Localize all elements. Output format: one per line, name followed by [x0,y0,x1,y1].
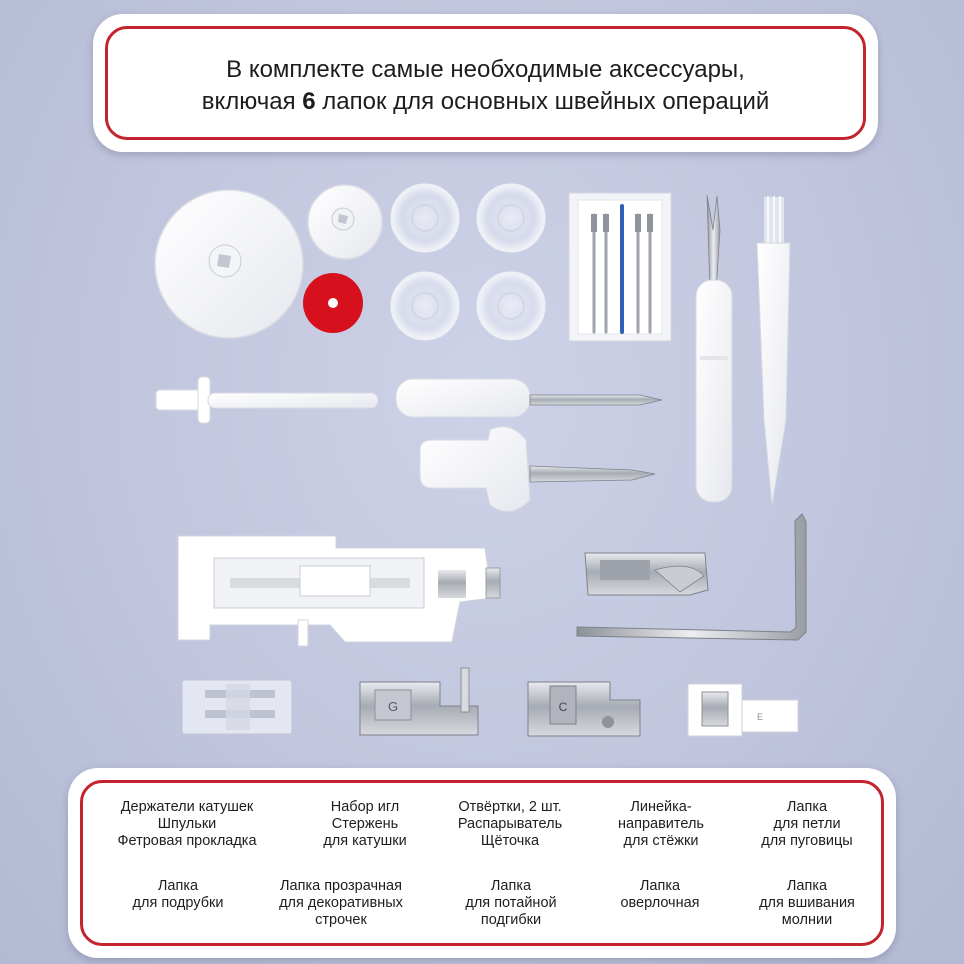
caption-line: Лапка [786,878,828,894]
large-spool-holder [155,190,303,338]
caption-line: Лапка прозрачная [280,878,402,894]
caption-line: строчек [315,912,367,928]
caption-line: Лапка [639,878,681,894]
caption-line: Щёточка [480,833,540,849]
foot-mark-e: E [756,712,764,722]
headline-line-1: В комплекте самые необходимые аксессуары, [226,56,745,83]
caption-line: для катушки [323,833,407,849]
foot-mark-g: G [387,699,399,714]
clear-decorative-foot [182,680,292,734]
needle-set [569,193,671,341]
headline-line-2-start: включая [201,88,303,115]
caption-line: Шпульки [157,816,217,832]
foot-mark-c: C [558,700,568,714]
caption-clear-foot [251,878,431,929]
caption-line: оверлочная [620,895,700,911]
caption-line: Отвёртки, 2 шт. [458,799,562,815]
caption-line: для вшивания [759,895,855,911]
caption-line: для потайной [465,895,557,911]
caption-line: для стёжки [623,833,699,849]
small-screwdriver [396,379,662,417]
captions-panel [68,768,896,958]
caption-line: Линейка- [630,799,692,815]
felt-pad [303,273,363,333]
spool-pin [156,377,378,423]
caption-line: для декоративных [279,895,403,911]
caption-line: Лапка [786,799,828,815]
headline-line-2-end: лапок для основных швейных операций [315,88,770,115]
hemmer-foot [585,553,708,595]
caption-line: Лапка [157,878,199,894]
caption-line: для подрубки [132,895,224,911]
bobbins [392,185,544,339]
caption-hemmer-foot [88,878,268,912]
caption-line: молнии [781,912,833,928]
caption-line: Набор игл [330,799,400,815]
caption-line: для пуговицы [761,833,853,849]
buttonhole-foot [178,536,500,646]
caption-line: Стержень [331,816,399,832]
caption-line: Держатели катушек [120,799,254,815]
caption-line: подгибки [480,912,542,928]
seam-ripper [696,195,732,502]
caption-spool-holders [97,799,277,850]
caption-line: направитель [618,816,704,832]
caption-line: Лапка [490,878,532,894]
caption-line: для петли [773,816,841,832]
caption-buttonhole-foot [717,799,897,850]
small-spool-holder [308,185,382,259]
blind-hem-foot [360,668,478,735]
large-screwdriver [420,427,655,512]
caption-zipper-foot [717,878,897,929]
caption-line: Фетровая прокладка [117,833,257,849]
cleaning-brush [757,196,790,505]
zipper-foot [688,684,798,736]
caption-line: Распарыватель [457,816,563,832]
overlock-foot [528,682,640,736]
headline-count: 6 [302,88,316,115]
